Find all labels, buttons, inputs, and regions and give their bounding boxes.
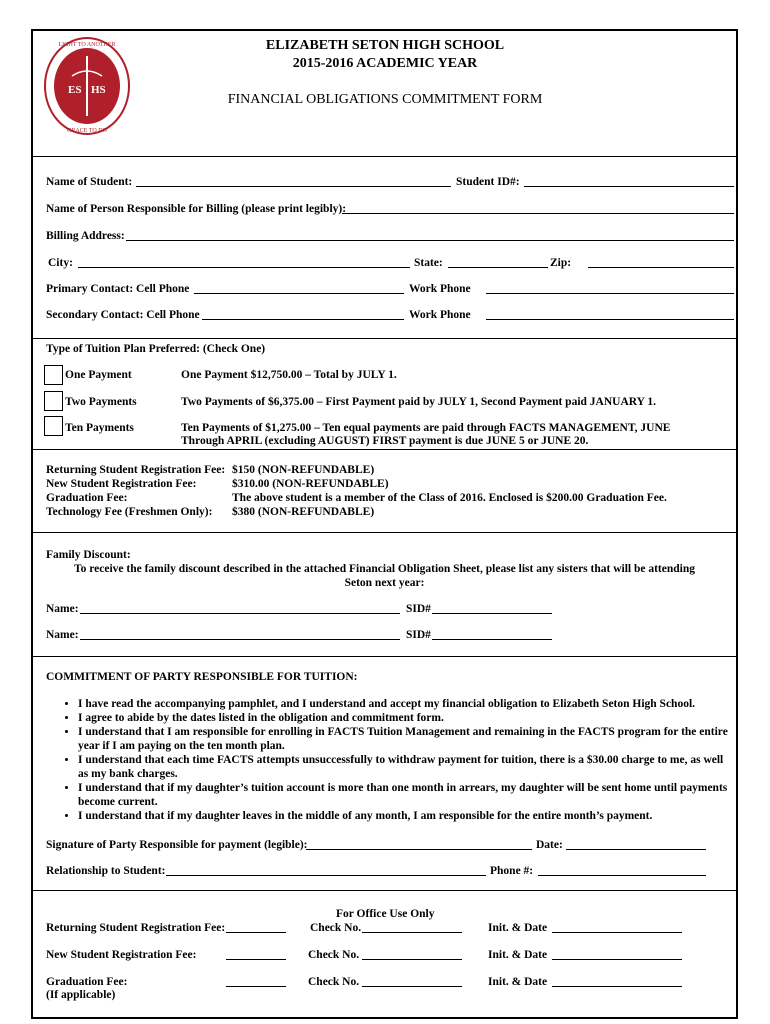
plan-heading: Type of Tuition Plan Preferred: (Check One) [46, 343, 266, 355]
student-id-field[interactable] [524, 186, 734, 187]
office-heading: For Office Use Only [336, 908, 435, 920]
signature-field[interactable] [306, 849, 532, 850]
two-payments-checkbox[interactable] [44, 391, 63, 411]
fee-value: The above student is a member of the Class of 2016. Enclosed is $200.00 Graduation Fee. [232, 492, 667, 504]
svg-text:ES: ES [68, 84, 82, 96]
office-check-label: Check No. [310, 922, 362, 934]
list-item: • I understand that if my daughter leaves in the middle of any month, I am responsible for the entire month’s payment. [78, 809, 728, 823]
secondary-cell-field[interactable] [202, 319, 404, 320]
fee-label: Technology Fee (Freshmen Only): [46, 506, 213, 518]
sister-name-field[interactable] [80, 613, 400, 614]
list-item: • I have read the accompanying pamphlet, and I understand and accept my financial obligation to Elizabeth Seton High School. [78, 697, 728, 711]
office-check-label: Check No. [308, 949, 360, 961]
secondary-work-label: Work Phone [409, 309, 471, 321]
date-field[interactable] [566, 849, 706, 850]
sister-name-label: Name: [46, 603, 79, 615]
divider [31, 338, 738, 339]
office-check-field[interactable] [362, 959, 462, 960]
fee-value: $310.00 (NON-REFUNDABLE) [232, 478, 389, 490]
office-fee-field[interactable] [226, 986, 286, 987]
office-check-field[interactable] [362, 932, 462, 933]
relationship-label: Relationship to Student: [46, 865, 166, 877]
ten-payments-desc-2: Through APRIL (excluding AUGUST) FIRST payment is due JUNE 5 or JUNE 20. [181, 435, 589, 447]
office-init-field[interactable] [552, 959, 682, 960]
discount-text-2: Seton next year: [344, 577, 425, 589]
office-init-label: Init. & Date [488, 922, 548, 934]
school-name: ELIZABETH SETON HIGH SCHOOL [265, 38, 505, 53]
date-label: Date: [536, 839, 563, 851]
student-name-field[interactable] [136, 186, 451, 187]
divider [31, 449, 738, 450]
divider [31, 532, 738, 533]
secondary-contact-label: Secondary Contact: Cell Phone [46, 309, 200, 321]
student-id-label: Student ID#: [456, 176, 520, 188]
svg-text:LIGHT TO ANOTHER: LIGHT TO ANOTHER [58, 42, 116, 48]
commitment-heading: COMMITMENT OF PARTY RESPONSIBLE FOR TUITION: [46, 671, 358, 683]
office-check-label: Check No. [308, 976, 360, 988]
phone-label: Phone #: [490, 865, 534, 877]
city-field[interactable] [78, 267, 410, 268]
fee-label: Graduation Fee: [46, 492, 128, 504]
primary-work-field[interactable] [486, 293, 734, 294]
office-fee-label: Graduation Fee: [46, 976, 128, 988]
discount-text: To receive the family discount described in the attached Financial Obligation Sheet, please list any sisters that will be attending [74, 563, 695, 575]
office-fee-field[interactable] [226, 932, 286, 933]
fee-value: $380 (NON-REFUNDABLE) [232, 506, 375, 518]
billing-address-label: Billing Address: [46, 230, 125, 242]
one-payment-desc: One Payment $12,750.00 – Total by JULY 1. [181, 369, 397, 381]
office-init-label: Init. & Date [488, 976, 548, 988]
discount-heading: Family Discount: [46, 549, 131, 561]
list-item: • I understand that each time FACTS attempts unsuccessfully to withdraw payment for tuition, there is a $30.00 charge to me, as well as my bank charges. [78, 753, 728, 781]
sister-name-label: Name: [46, 629, 79, 641]
one-payment-checkbox[interactable] [44, 365, 63, 385]
city-label: City: [48, 257, 73, 269]
ten-payments-checkbox[interactable] [44, 416, 63, 436]
state-field[interactable] [448, 267, 548, 268]
billing-person-field[interactable] [342, 213, 734, 214]
list-item: • I understand that if my daughter’s tuition account is more than one month in arrears, my daughter will be sent home until payments become current. [78, 781, 728, 809]
sister-sid-label: SID# [406, 603, 431, 615]
zip-label: Zip: [550, 257, 572, 269]
sister-sid-field[interactable] [432, 613, 552, 614]
ten-payments-desc: Ten Payments of $1,275.00 – Ten equal payments are paid through FACTS MANAGEMENT, JUNE [181, 422, 671, 434]
sister-sid-field[interactable] [432, 639, 552, 640]
divider [31, 156, 738, 157]
relationship-field[interactable] [166, 875, 486, 876]
office-fee-note: (If applicable) [46, 989, 116, 1001]
zip-field[interactable] [588, 267, 734, 268]
svg-text:GRACE TO DO: GRACE TO DO [67, 128, 107, 134]
signature-label: Signature of Party Responsible for payment (legible): [46, 839, 308, 851]
divider [31, 656, 738, 657]
fee-value: $150 (NON-REFUNDABLE) [232, 464, 375, 476]
office-init-label: Init. & Date [488, 949, 548, 961]
svg-text:HS: HS [91, 84, 106, 96]
form-title: FINANCIAL OBLIGATIONS COMMITMENT FORM [227, 92, 543, 107]
fee-label: Returning Student Registration Fee: [46, 464, 226, 476]
office-fee-field[interactable] [226, 959, 286, 960]
ten-payments-label: Ten Payments [65, 422, 134, 434]
divider [31, 890, 738, 891]
fee-label: New Student Registration Fee: [46, 478, 197, 490]
student-name-label: Name of Student: [46, 176, 133, 188]
two-payments-desc: Two Payments of $6,375.00 – First Payment paid by JULY 1, Second Payment paid JANUARY 1. [181, 396, 657, 408]
primary-cell-field[interactable] [194, 293, 404, 294]
primary-work-label: Work Phone [409, 283, 471, 295]
billing-person-label: Name of Person Responsible for Billing (please print legibly): [46, 203, 347, 215]
list-item: • I understand that I am responsible for enrolling in FACTS Tuition Management and remaining in the FACTS program for the entire year if I am paying on the ten month plan. [78, 725, 728, 753]
state-label: State: [414, 257, 443, 269]
academic-year: 2015-2016 ACADEMIC YEAR [292, 56, 478, 71]
two-payments-label: Two Payments [65, 396, 137, 408]
office-fee-label: Returning Student Registration Fee: [46, 922, 226, 934]
commitment-list [60, 697, 728, 823]
office-fee-label: New Student Registration Fee: [46, 949, 197, 961]
sister-name-field[interactable] [80, 639, 400, 640]
list-item: • I agree to abide by the dates listed in the obligation and commitment form. [78, 711, 728, 725]
billing-address-field[interactable] [126, 240, 734, 241]
secondary-work-field[interactable] [486, 319, 734, 320]
phone-field[interactable] [538, 875, 706, 876]
office-init-field[interactable] [552, 932, 682, 933]
one-payment-label: One Payment [65, 369, 132, 381]
primary-contact-label: Primary Contact: Cell Phone [46, 283, 190, 295]
office-check-field[interactable] [362, 986, 462, 987]
sister-sid-label: SID# [406, 629, 431, 641]
office-init-field[interactable] [552, 986, 682, 987]
